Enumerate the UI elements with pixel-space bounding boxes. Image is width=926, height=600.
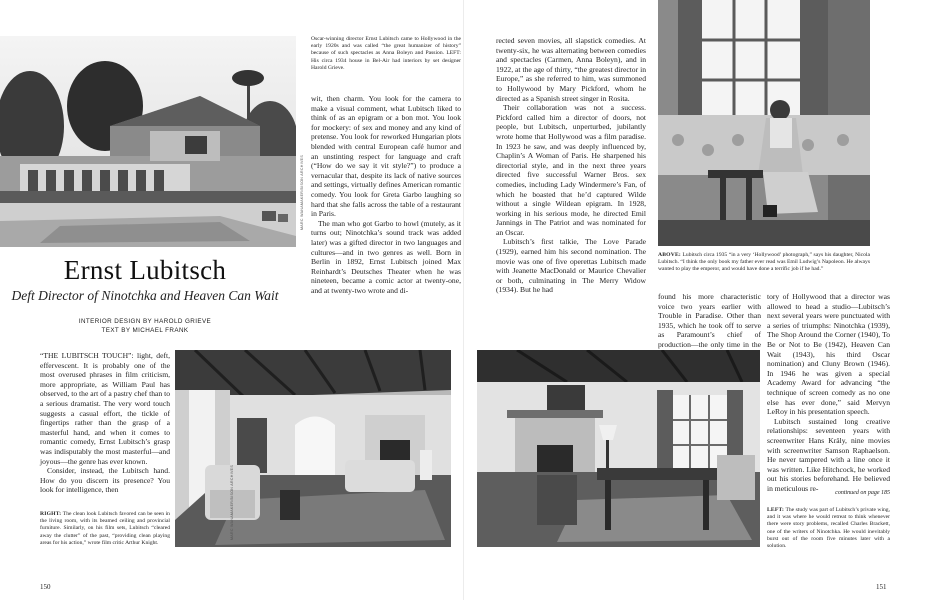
paragraph: wit, then charm. You look for the camera to make a visual comment, what Lubitsch liked to think of as an epigram or a bon mot. You look for mockery: of sex and money and any kind of pretense. You look for reworked Hungarian plots blended with central European café humor and an unstinting respect for language and craft (“How do we say it vit style?”) to produce a vernacular that, despite its lack of native sources and settings, virtually defines American romantic comedy. You look for Greta Garbo laughing so hard that she falls across the table of a restaurant in Paris. — [311, 94, 461, 219]
paragraph: tory of Hollywood that a director was allowed to head a studio—Lubitsch’s next several years were punctuated with a series of triumphs: Ninotchka (1939), The Shop Around the Corner (1940), To Be or Not to Be (1942), Heaven Can Wait (1943), his third Oscar nomination) and Cluny Brown (1946). In 1946 he was given a special Academy Award for advancing “the technique of screen comedy as no one else has ever done,” said Mervyn LeRoy in his presentation speech. — [767, 292, 890, 417]
paragraph: “THE LUBITSCH TOUCH”: light, deft, effervescent. It is probably one of the most overused phrases in film criticism, more appropriate, as William Paul has observed, to the art of a pastry chef than to a serious dramatist. The very word touch suggests a casual effort, the tickle of fingertips rather than the grasp of a masterful hand, and when it comes to romantic comedy, Ernst Lubitsch’s grasp was indisputably the most masterful—and joyous—the genre has ever known. — [40, 351, 170, 466]
photo-credit-house: MARC WANAMAKER/BISON ARCHIVES — [300, 154, 304, 230]
caption-label: RIGHT: — [40, 511, 62, 517]
article-subtitle: Deft Director of Ninotchka and Heaven Can Wait — [11, 288, 279, 303]
caption-text: The study was part of Lubitsch’s private wing, and it was where he would retreat to think whenever there were story problems, recalled Charles Brackett, one of the writers of Ninotchka. He would inevitably burst out of the room five minutes later with a solution. — [767, 507, 890, 550]
paragraph: rected seven movies, all slapstick comedies. At twenty-six, he was alternating between comedies and spectacles (Carmen, Anna Boleyn), and in 1922, at the age of thirty, “the greatest director in Europe,” as she referred to him, was summoned to Hollywood by Mary Pickford, whom he directed as a Spanish street singer in Rosita. — [496, 36, 646, 103]
photo-credit-living-room: MARC WANAMAKER/BISON ARCHIVES — [230, 464, 234, 540]
article-title: Ernst Lubitsch — [63, 255, 227, 285]
body-column-a — [40, 351, 170, 495]
photo-house-exterior — [0, 36, 296, 247]
body-column-c — [496, 36, 646, 295]
photo-study — [477, 350, 760, 547]
photo-living-room — [175, 350, 451, 547]
paragraph: Lubitsch sustained long creative relationships: seventeen years with screenwriter Hans Kräly, nine movies with screenwriter Samson Raphaelson. He never tampered with a line once it was written. Like Hitchcock, he worked out his stories beforehand. He believed in meticulous re- — [767, 416, 890, 493]
paragraph: Their collaboration was not a success. Pickford called him a director of doors, not people, but Lubitsch, unperturbed, jubilantly wrote home that Hollywood was a film paradise. In 1923 he saw, and was deeply influenced by, Chaplin’s A Woman of Paris. He sharpened his directorial style, and in the next three years directed five successful Warner Bros. sex comedies, including Lady Windermere’s Fan, of which he boasted that he’d captured Wilde without a single Wildean epigram. In 1928, working in his serious mode, he directed Emil Jannings in The Patriot and was nominated for an Oscar. — [496, 103, 646, 237]
paragraph: Consider, instead, the Lubitsch hand. How do you discern its presence? You look for intelligence, then — [40, 466, 170, 495]
article-byline — [0, 317, 290, 335]
caption-text: Lubitsch circa 1935 “in a very ‘Hollywood’ photograph,” says his daughter, Nicola Lubitsch. “I think the only book my father ever read was Emil Ludwig’s Napoleon. He always wanted to play the emperor, and would have done a terrific job if he had.” — [658, 252, 870, 273]
page-gutter — [463, 0, 464, 600]
body-column-e — [767, 292, 890, 493]
continued-note: continued on page 185 — [835, 490, 890, 496]
body-column-b — [311, 94, 461, 295]
interior-credit: INTERIOR DESIGN BY HAROLD GRIEVE — [78, 318, 212, 325]
page-number-left: 150 — [40, 583, 51, 591]
caption-text: The clean look Lubitsch favored can be seen in the living room, with its beamed ceiling and provincial furniture. Similarly, on his film sets, Lubitsch “cleared away the clutter” of the past, “providing clean playing areas for his action,” wrote film critic Arthur Knight. — [40, 511, 170, 546]
caption-living-room — [40, 511, 170, 547]
caption-portrait — [658, 252, 870, 274]
paragraph: Lubitsch’s first talkie, The Love Parade (1929), earned him his second nomination. The movie was one of five operettas Lubitsch made with Jeanette MacDonald or Maurice Chevalier or both, culminating in The Merry Widow (1934). But he had — [496, 237, 646, 295]
paragraph: The man who got Garbo to howl (mutely, as it turns out; Ninotchka’s sound track was added later) was a gifted director in two languages and cultures—and in two genres as well. Born in Berlin in 1892, Ernst Lubitsch joined Max Reinhardt’s Deutsches Theater when he was nineteen, became a comic actor at twenty-one, and at twenty-two wrote and di- — [311, 218, 461, 295]
paragraph: found his more characteristic voice two years earlier with Trouble in Paradise. Other than 1935, which he took off to serve as Paramount’s chief of production—the only time in the — [658, 292, 761, 349]
page-number-right: 151 — [876, 583, 887, 591]
photo-lubitsch-portrait — [658, 0, 870, 246]
text-credit: TEXT BY MICHAEL FRANK — [101, 327, 189, 334]
caption-study — [767, 507, 890, 550]
caption-intro: Oscar-winning director Ernst Lubitsch came to Hollywood in the early 1920s and was called “the great humanizer of history” because of such spectacles as Anna Boleyn and Passion. LEFT: His circa 1934 house in Bel-Air had interiors by set designer Harold Grieve. — [311, 36, 461, 71]
caption-label: ABOVE: — [658, 252, 681, 258]
caption-label: LEFT: — [767, 507, 785, 513]
